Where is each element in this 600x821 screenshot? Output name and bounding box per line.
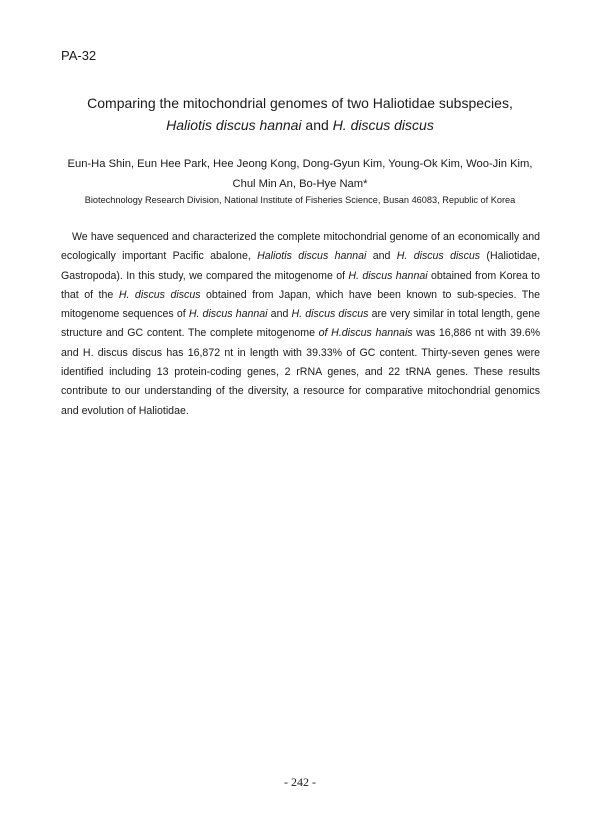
abstract-species: H. discus discus [396,250,481,263]
abstract-text: and [267,308,292,321]
paper-title [40,92,560,136]
abstract-species: H. discus hannai [188,308,268,321]
title-species-1: Haliotis discus hannai [166,117,302,133]
abstract-species: H. discus discus [291,308,369,321]
abstract-text: was 16,886 nt with 39.6% and H. discus discus has 16,872 nt in length with 39.33% of GC content. Thirty-seven genes were identified including 13 protein-coding genes, 2 rRNA genes, and 22 tRNA genes. These results contribute to our understanding of the diversity, a resource for comparative mitochondrial genomics and evolution of Haliotidae. [61,327,541,417]
title-line-2 [40,114,560,136]
abstract-text: obtained from Japan, which have been known to sub-species. The mitogenome sequences of [61,288,540,321]
title-species-2: H. discus discus [332,117,434,133]
title-line-1: Comparing the mitochondrial genomes of two Haliotidae subspecies, [87,95,513,111]
abstract-species: of H.discus hannais [318,327,413,340]
affiliation: Biotechnology Research Division, National Institute of Fisheries Science, Busan 46083, Republic of Korea [84,195,516,205]
poster-code: PA-32 [61,48,97,63]
title-conjunction: and [301,117,333,133]
abstract-species: H. discus discus [118,288,201,301]
author-list: Eun-Ha Shin, Eun Hee Park, Hee Jeong Kong, Dong-Gyun Kim, Young-Ok Kim, Woo-Jin Kim, Chul Min An, Bo-Hye Nam* [67,158,533,190]
abstract-text: and [366,250,397,263]
abstract-species: H. discus hannai [348,269,428,282]
abstract-text: (Haliotidae, Gastropoda). In this study, we compared the mitogenome of [61,250,541,282]
abstract-text: are very similar in total length, gene structure and GC content. The complete mitogenome [61,308,540,340]
page-number: - 242 - [284,775,316,789]
abstract-species: Haliotis discus hannai [257,250,367,263]
abstract [61,228,540,421]
abstract-text: obtained from Korea to that of the [61,269,540,301]
abstract-text: We have sequenced and characterized the complete mitochondrial genome of an economically and ecologically important Pacific abalone, [61,231,540,263]
